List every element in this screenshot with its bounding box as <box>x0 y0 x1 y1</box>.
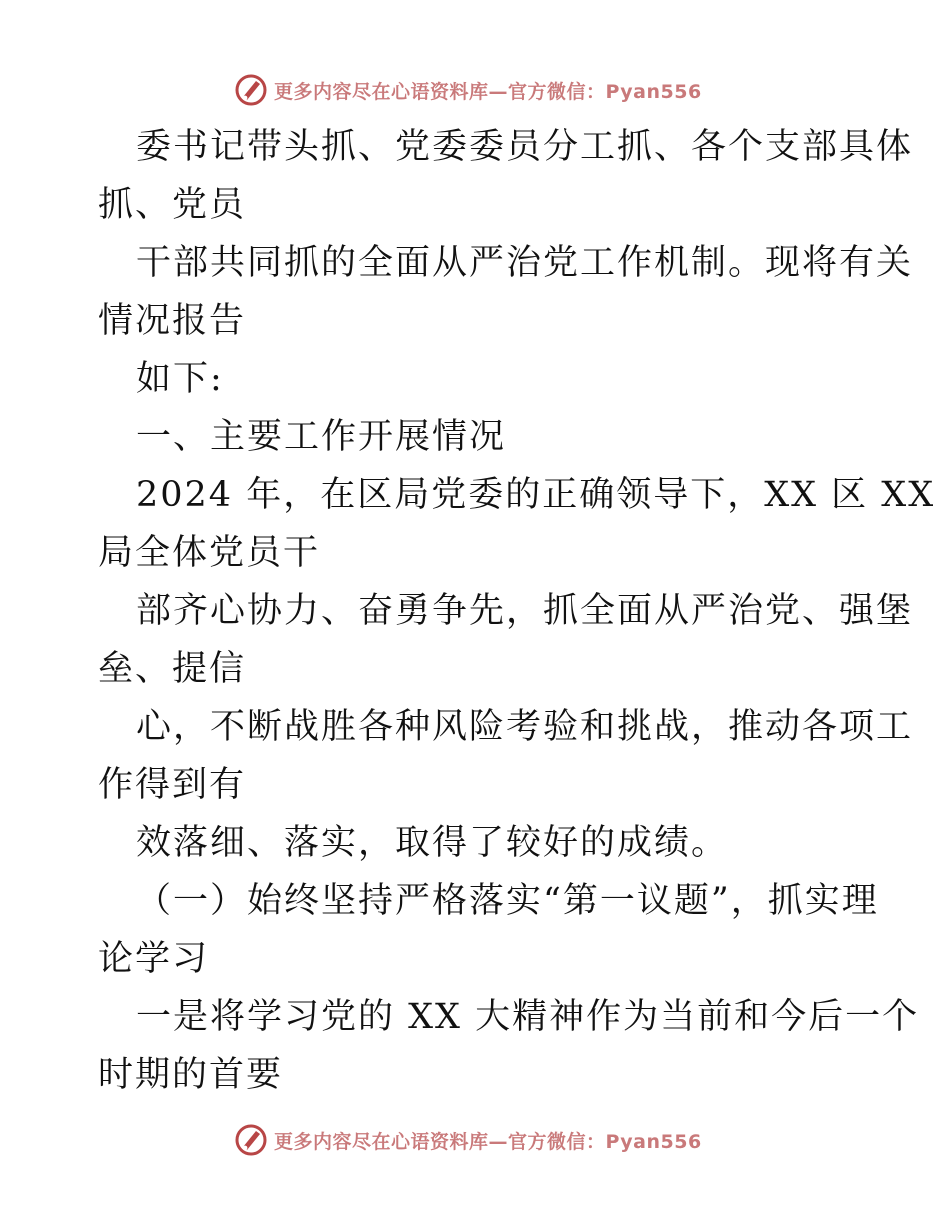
text-line: 论学习 <box>98 939 210 979</box>
footer-watermark <box>234 1122 754 1158</box>
text-line: 局全体党员干 <box>98 533 321 573</box>
header-watermark <box>234 72 754 108</box>
watermark-text: 更多内容尽在心语资料库—官方微信：Pyan556 <box>274 1130 702 1153</box>
text-line: 情况报告 <box>98 301 247 341</box>
text-line: 效落细、落实，取得了较好的成绩。 <box>136 823 729 863</box>
text-line: 时期的首要 <box>98 1055 284 1095</box>
subsection-heading: （一）始终坚持严格落实“第一议题”，抓实理 <box>136 881 879 921</box>
text-line: 垒、提信 <box>98 649 247 689</box>
text-line: 心，不断战胜各种风险考验和挑战，推动各项工 <box>136 707 914 747</box>
pen-logo-icon <box>234 1123 268 1157</box>
text-line: 委书记带头抓、党委委员分工抓、各个支部具体 <box>136 127 914 167</box>
watermark-text: 更多内容尽在心语资料库—官方微信：Pyan556 <box>274 80 702 103</box>
text-line: 2024 年，在区局党委的正确领导下，XX 区 XX <box>136 475 936 515</box>
text-line: 干部共同抓的全面从严治党工作机制。现将有关 <box>136 243 914 283</box>
text-line: 作得到有 <box>98 765 247 805</box>
text-line: 一是将学习党的 XX 大精神作为当前和今后一个 <box>136 997 920 1037</box>
text-line: 如下: <box>136 359 224 399</box>
text-line: 抓、党员 <box>98 185 247 225</box>
pen-logo-icon <box>234 73 268 107</box>
text-line: 部齐心协力、奋勇争先，抓全面从严治党、强堡 <box>136 591 914 631</box>
section-heading: 一、主要工作开展情况 <box>136 417 507 457</box>
document-body <box>98 118 936 1104</box>
